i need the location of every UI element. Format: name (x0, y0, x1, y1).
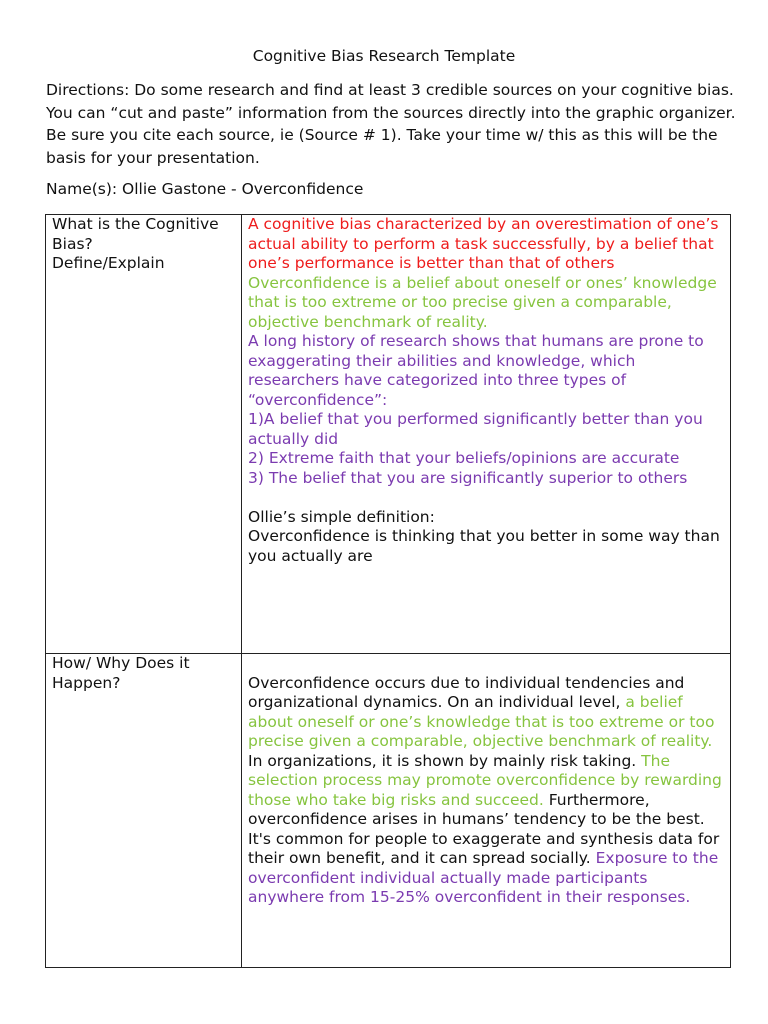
spacer (248, 654, 724, 674)
table-row-define (46, 215, 731, 654)
label-cell-how-why (46, 654, 242, 968)
list-item: 1)A belief that you performed significantly better than you actually did (248, 410, 703, 448)
explanation-text-green: a belief about oneself or one’s knowledge that is too extreme or too precise given a comparable, objective benchmark of reality. (248, 693, 715, 750)
label-what-is-bias: What is the Cognitive Bias? (52, 215, 219, 253)
simple-definition-heading: Ollie’s simple definition: (248, 507, 435, 526)
directions-paragraph: Directions: Do some research and find at least 3 credible sources on your cognitive bias. You can “cut and paste” information from the sources directly into the graphic organizer. Be sure you cite each source, ie (Source # 1). Take your time w/ this as this will be the basis for your presentation. (46, 81, 736, 167)
spacer (248, 488, 724, 508)
content-cell-define (242, 215, 731, 654)
explanation-text-purple: Exposure to the overconfident individual actually made participants anywhere from 15-25% overconfident in their responses. (248, 849, 719, 906)
graphic-organizer-table (45, 214, 731, 968)
definition-green-text: Overconfidence is a belief about oneself or ones’ knowledge that is too extreme or too precise given a comparable, objective benchmark of reality. (248, 273, 717, 331)
document-title: Cognitive Bias Research Template (252, 47, 516, 65)
explanation-text-black: Furthermore, overconfidence arises in humans’ tendency to be the best. It's common for people to exaggerate and synthesis data for their own benefit, and it can spread socially. (248, 790, 720, 867)
simple-definition-text: Overconfidence is thinking that you better in some way than you actually are (248, 527, 720, 565)
label-cell-define (46, 215, 242, 654)
explanation-paragraph (248, 674, 722, 907)
content-cell-how-why (242, 654, 731, 968)
names-line: Name(s): Ollie Gastone - Overconfidence (46, 180, 364, 198)
definition-red-text: A cognitive bias characterized by an overestimation of one’s actual ability to perform a task successfully, by a belief that one’s performance is better than that of others (248, 215, 719, 272)
definition-purple-intro: A long history of research shows that humans are prone to exaggerating their abilities and knowledge, which researchers have categorized into three types of “overconfidence”: (248, 332, 704, 409)
explanation-text-black: Overconfidence occurs due to individual tendencies and organizational dynamics. On an individual level, (248, 673, 685, 711)
label-define-explain: Define/Explain (52, 254, 165, 272)
label-how-why: How/ Why Does it Happen? (52, 654, 190, 692)
list-item: 3) The belief that you are significantly superior to others (248, 468, 688, 487)
explanation-text-green: The selection process may promote overconfidence by rewarding those who take big risks and succeed. (248, 751, 722, 809)
explanation-text-black: In organizations, it is shown by mainly risk taking. (248, 751, 642, 770)
table-row-how-why (46, 654, 731, 968)
list-item: 2) Extreme faith that your beliefs/opinions are accurate (248, 449, 680, 467)
